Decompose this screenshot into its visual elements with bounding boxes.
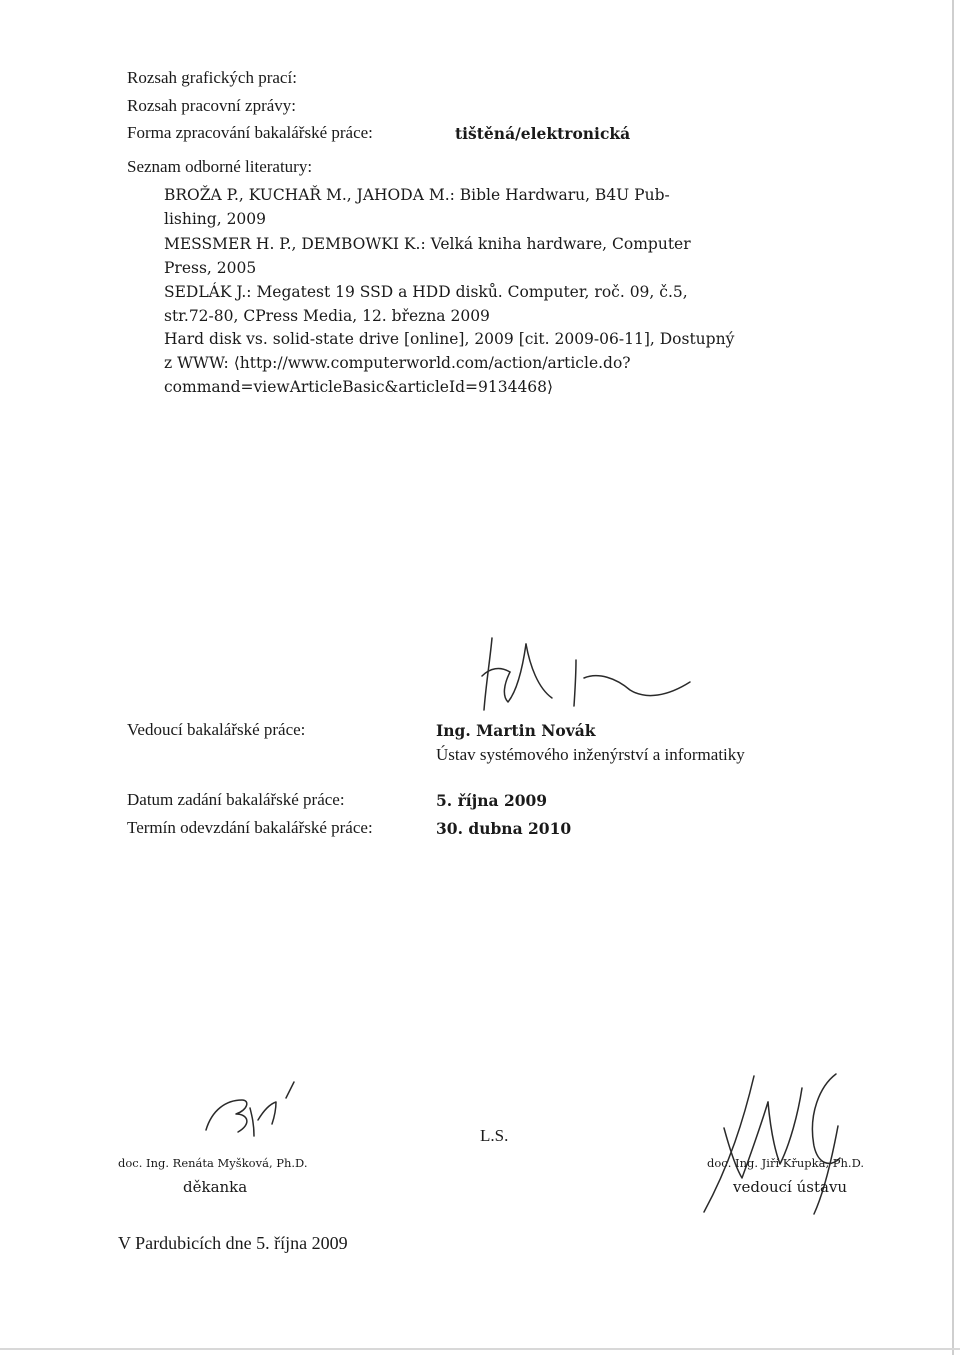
form-value: tištěná/elektronická xyxy=(455,124,631,143)
supervisor-name: Ing. Martin Novák xyxy=(436,721,596,740)
dean-name: doc. Ing. Renáta Myšková, Ph.D. xyxy=(118,1156,308,1170)
reference-line: z WWW: ⟨http://www.computerworld.com/action/article.do? xyxy=(164,354,631,372)
reference-4 xyxy=(164,327,854,399)
reference-line: lishing, 2009 xyxy=(164,210,267,228)
page-edge-bottom xyxy=(0,1348,960,1350)
place-date: V Pardubicích dne 5. října 2009 xyxy=(118,1233,348,1253)
graphics-scope-label: Rozsah grafických prací: xyxy=(127,68,297,87)
reference-line: Hard disk vs. solid-state drive [online], 2009 [cit. 2009-06-11], Dostupný xyxy=(164,330,735,348)
seal-mark: L.S. xyxy=(480,1126,509,1145)
head-name: doc. Ing. Jiří Křupka, Ph.D. xyxy=(707,1156,865,1170)
reference-line: SEDLÁK J.: Megatest 19 SSD a HDD disků. Computer, roč. 09, č.5, xyxy=(164,283,688,301)
assign-date-label: Datum zadání bakalářské práce: xyxy=(127,790,345,809)
reference-1 xyxy=(164,183,854,231)
reference-line: BROŽA P., KUCHAŘ M., JAHODA M.: Bible Hardwaru, B4U Pub- xyxy=(164,186,670,204)
supervisor-label: Vedoucí bakalářské práce: xyxy=(127,720,306,739)
due-date-value: 30. dubna 2010 xyxy=(436,819,572,838)
reference-3 xyxy=(164,280,854,328)
dean-role: děkanka xyxy=(183,1178,248,1196)
page-edge-right xyxy=(952,0,954,1355)
due-date-label: Termín odevzdání bakalářské práce: xyxy=(127,818,373,837)
reference-line: Press, 2005 xyxy=(164,259,257,277)
form-label: Forma zpracování bakalářské práce: xyxy=(127,123,373,142)
assign-date-value: 5. října 2009 xyxy=(436,791,548,810)
supervisor-institute: Ústav systémového inženýrství a informatiky xyxy=(436,745,745,764)
report-scope-label: Rozsah pracovní zprávy: xyxy=(127,96,296,115)
reference-line: command=viewArticleBasic&articleId=9134468⟩ xyxy=(164,378,554,396)
head-role: vedoucí ústavu xyxy=(733,1178,848,1196)
reference-2 xyxy=(164,232,854,280)
reference-line: str.72-80, CPress Media, 12. března 2009 xyxy=(164,307,490,325)
literature-label: Seznam odborné literatury: xyxy=(127,157,313,176)
reference-line: MESSMER H. P., DEMBOWKI K.: Velká kniha hardware, Computer xyxy=(164,235,691,253)
supervisor-signature xyxy=(478,632,708,714)
dean-signature xyxy=(198,1080,308,1140)
